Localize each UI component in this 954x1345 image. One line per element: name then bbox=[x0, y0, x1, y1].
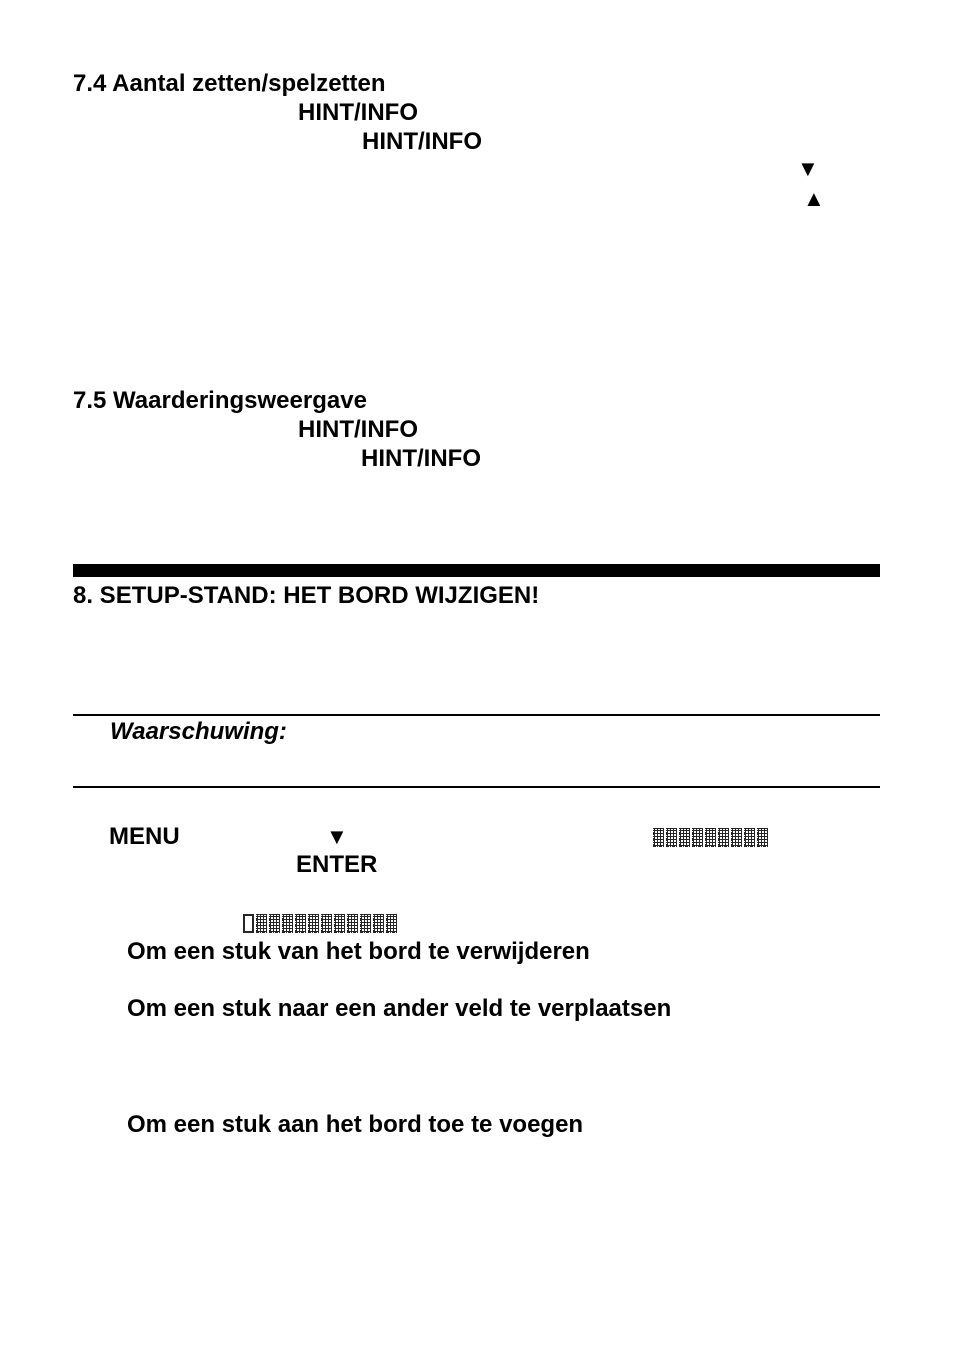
section-divider bbox=[73, 564, 880, 577]
move-piece-heading: Om een stuk naar een ander veld te verplaatsen bbox=[127, 995, 672, 1022]
remove-piece-heading: Om een stuk van het bord te verwijderen bbox=[127, 938, 590, 965]
arrow-down-icon: ▼ bbox=[326, 824, 348, 849]
section-8-heading: 8. SETUP-STAND: HET BORD WIJZIGEN! bbox=[73, 582, 540, 609]
lcd-display-setup-icon bbox=[653, 828, 768, 847]
menu-key-label: MENU bbox=[109, 823, 180, 850]
hint-info-key-label: HINT/INFO bbox=[298, 99, 418, 126]
hint-info-key-label: HINT/INFO bbox=[298, 416, 418, 443]
section-7-5-heading: 7.5 Waarderingsweergave bbox=[73, 387, 367, 414]
section-7-4-heading: 7.4 Aantal zetten/spelzetten bbox=[73, 70, 386, 97]
lcd-display-board-icon bbox=[243, 914, 397, 933]
warning-top-rule bbox=[73, 714, 880, 716]
hint-info-key-label: HINT/INFO bbox=[362, 128, 482, 155]
hint-info-key-label: HINT/INFO bbox=[361, 445, 481, 472]
arrow-up-icon: ▲ bbox=[803, 186, 825, 211]
enter-key-label: ENTER bbox=[296, 851, 378, 878]
warning-label: Waarschuwing: bbox=[110, 718, 287, 745]
warning-bottom-rule bbox=[73, 786, 880, 788]
add-piece-heading: Om een stuk aan het bord toe te voegen bbox=[127, 1111, 584, 1138]
arrow-down-icon: ▼ bbox=[797, 156, 819, 181]
